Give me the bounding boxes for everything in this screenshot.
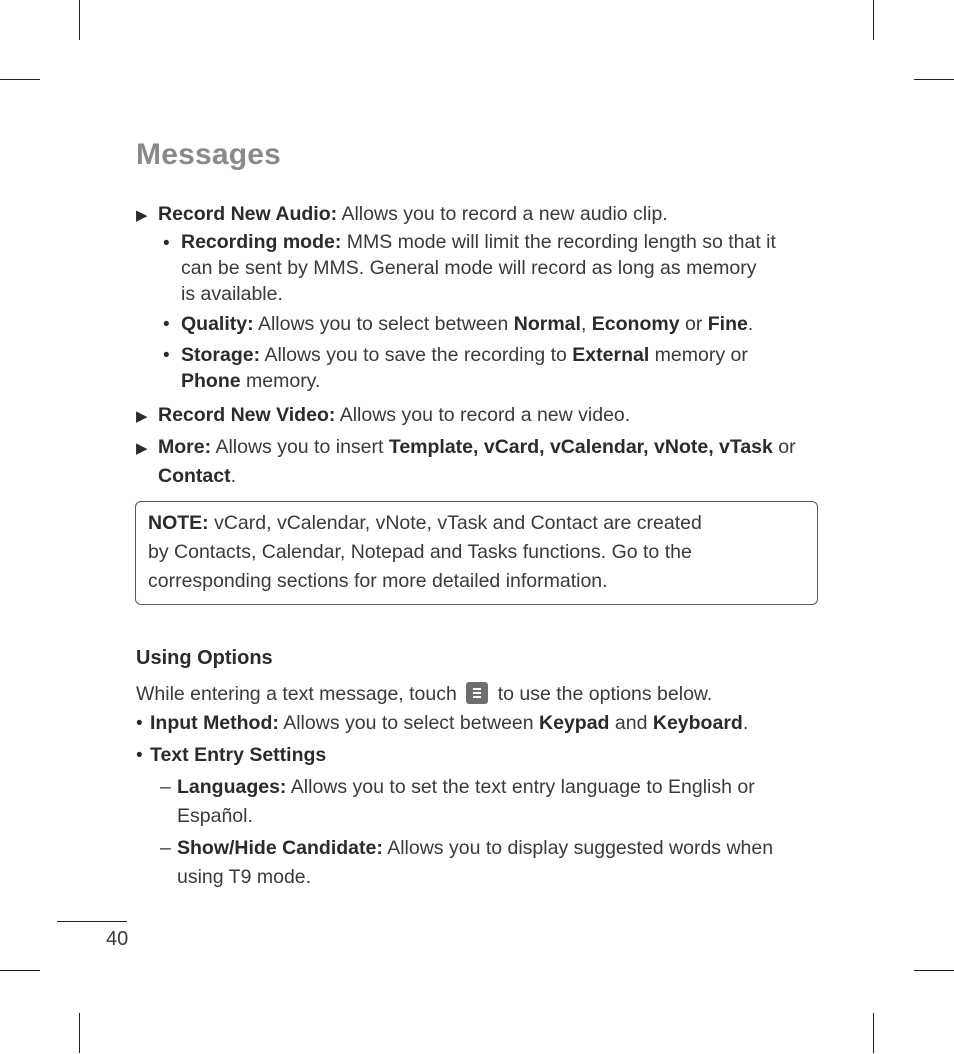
crop-mark [79, 1013, 80, 1053]
crop-mark [914, 79, 954, 80]
bullet-icon: • [136, 713, 143, 734]
menu-icon [466, 682, 488, 704]
text-entry-settings-item: Text Entry Settings [150, 744, 327, 766]
page-title: Messages [136, 138, 282, 171]
arrow-right-icon: ▶ [136, 207, 148, 224]
crop-mark [873, 1013, 874, 1053]
storage-item: Storage: Allows you to save the recording to External memory or [181, 344, 748, 366]
footer-rule [57, 921, 127, 922]
languages-item: Languages: Allows you to set the text entry language to English or [177, 776, 755, 798]
more-line: Contact. [158, 465, 237, 487]
record-audio-item: Record New Audio: Allows you to record a new audio clip. [158, 203, 668, 225]
note-text: NOTE: vCard, vCalendar, vNote, vTask and Contact are created [148, 512, 702, 534]
bullet-icon: • [163, 345, 170, 366]
recording-mode-line: can be sent by MMS. General mode will record as long as memory [181, 257, 757, 279]
languages-line: Español. [177, 805, 253, 827]
page-number: 40 [106, 928, 129, 950]
crop-mark [0, 79, 40, 80]
more-item: More: Allows you to insert Template, vCard, vCalendar, vNote, vTask or [158, 436, 796, 458]
quality-item: Quality: Allows you to select between Normal, Economy or Fine. [181, 313, 754, 335]
options-intro: While entering a text message, touch to use the options below. [136, 683, 713, 705]
storage-line: Phone memory. [181, 370, 321, 392]
bullet-icon: • [163, 233, 170, 254]
recording-mode-line: is available. [181, 283, 283, 305]
bullet-icon: • [136, 745, 143, 766]
recording-mode-item: Recording mode: MMS mode will limit the recording length so that it [181, 231, 776, 253]
crop-mark [79, 0, 80, 40]
arrow-right-icon: ▶ [136, 440, 148, 457]
section-heading: Using Options [136, 647, 273, 669]
arrow-right-icon: ▶ [136, 408, 148, 425]
note-line: corresponding sections for more detailed information. [148, 570, 608, 592]
dash-icon: – [160, 776, 171, 798]
record-video-item: Record New Video: Allows you to record a new video. [158, 404, 631, 426]
show-hide-candidate-item: Show/Hide Candidate: Allows you to display suggested words when [177, 837, 774, 859]
crop-mark [0, 970, 40, 971]
show-hide-candidate-line: using T9 mode. [177, 866, 312, 888]
input-method-item: Input Method: Allows you to select between Keypad and Keyboard. [150, 712, 749, 734]
bullet-icon: • [163, 314, 170, 335]
crop-mark [873, 0, 874, 40]
note-line: by Contacts, Calendar, Notepad and Tasks functions. Go to the [148, 541, 692, 563]
dash-icon: – [160, 837, 171, 859]
crop-mark [914, 970, 954, 971]
